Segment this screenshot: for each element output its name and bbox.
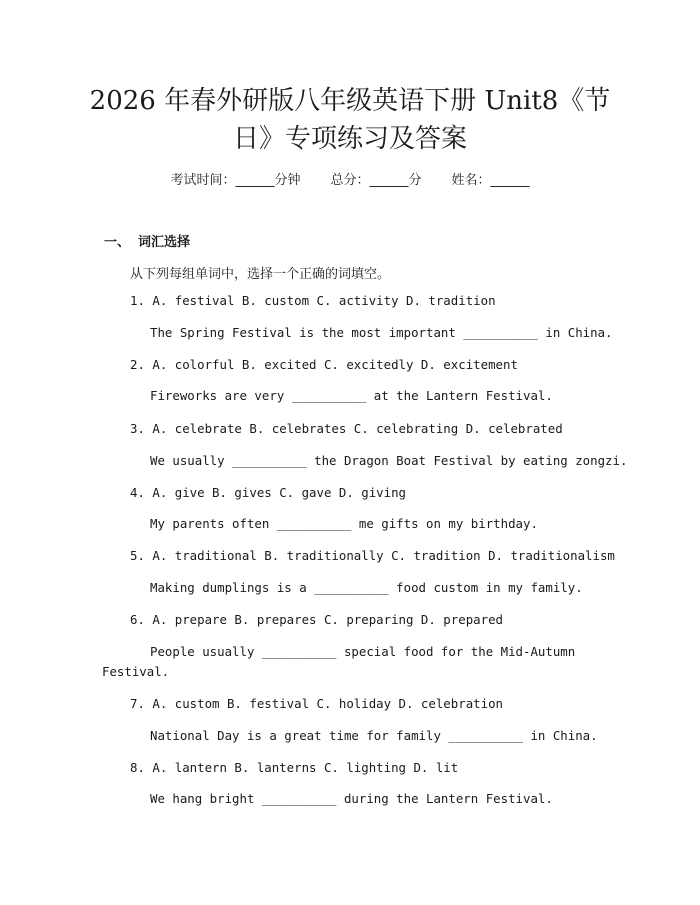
question-options: 5. A. traditional B. traditionally C. tradition D. traditionalism (130, 548, 615, 563)
question-options: 7. A. custom B. festival C. holiday D. celebration (130, 696, 503, 711)
title-line-1: 2026 年春外研版八年级英语下册 Unit8《节 (89, 86, 611, 116)
exam-score: 总分：______分 (330, 173, 422, 188)
question-sentence: Making dumplings is a __________ food custom in my family. (150, 580, 583, 595)
question-sentence: People usually __________ special food for the Mid-Autumn (150, 644, 576, 659)
question-options: 3. A. celebrate B. celebrates C. celebrating D. celebrated (130, 421, 563, 436)
section-title: 词汇选择 (138, 235, 191, 250)
question-options: 4. A. give B. gives C. gave D. giving (130, 485, 407, 500)
section-instruction: 从下列每组单词中，选择一个正确的词填空。 (130, 267, 391, 282)
question-sentence: My parents often __________ me gifts on my birthday. (150, 516, 538, 531)
question-sentence: Fireworks are very __________ at the Lantern Festival. (150, 388, 553, 403)
question-sentence: The Spring Festival is the most important __________ in China. (150, 325, 613, 340)
question-sentence: We hang bright __________ during the Lantern Festival. (150, 791, 553, 806)
exam-name: 姓名：______ (451, 173, 530, 188)
question-sentence: National Day is a great time for family __________ in China. (150, 728, 598, 743)
title-line-2: 日》专项练习及答案 (232, 124, 467, 154)
exam-info (0, 169, 700, 188)
section-heading (104, 231, 190, 250)
exam-time: 考试时间：______分钟 (170, 173, 301, 188)
question-options: 6. A. prepare B. prepares C. preparing D. prepared (130, 612, 503, 627)
question-sentence: We usually __________ the Dragon Boat Festival by eating zongzi. (150, 453, 628, 468)
question-options: 2. A. colorful B. excited C. excitedly D. excitement (130, 357, 518, 372)
question-options: 8. A. lantern B. lanterns C. lighting D. lit (130, 760, 459, 775)
question-sentence-continued: Festival. (102, 664, 170, 679)
question-options: 1. A. festival B. custom C. activity D. tradition (130, 293, 496, 308)
section-number: 一、 (104, 235, 131, 250)
document-title (60, 82, 640, 158)
